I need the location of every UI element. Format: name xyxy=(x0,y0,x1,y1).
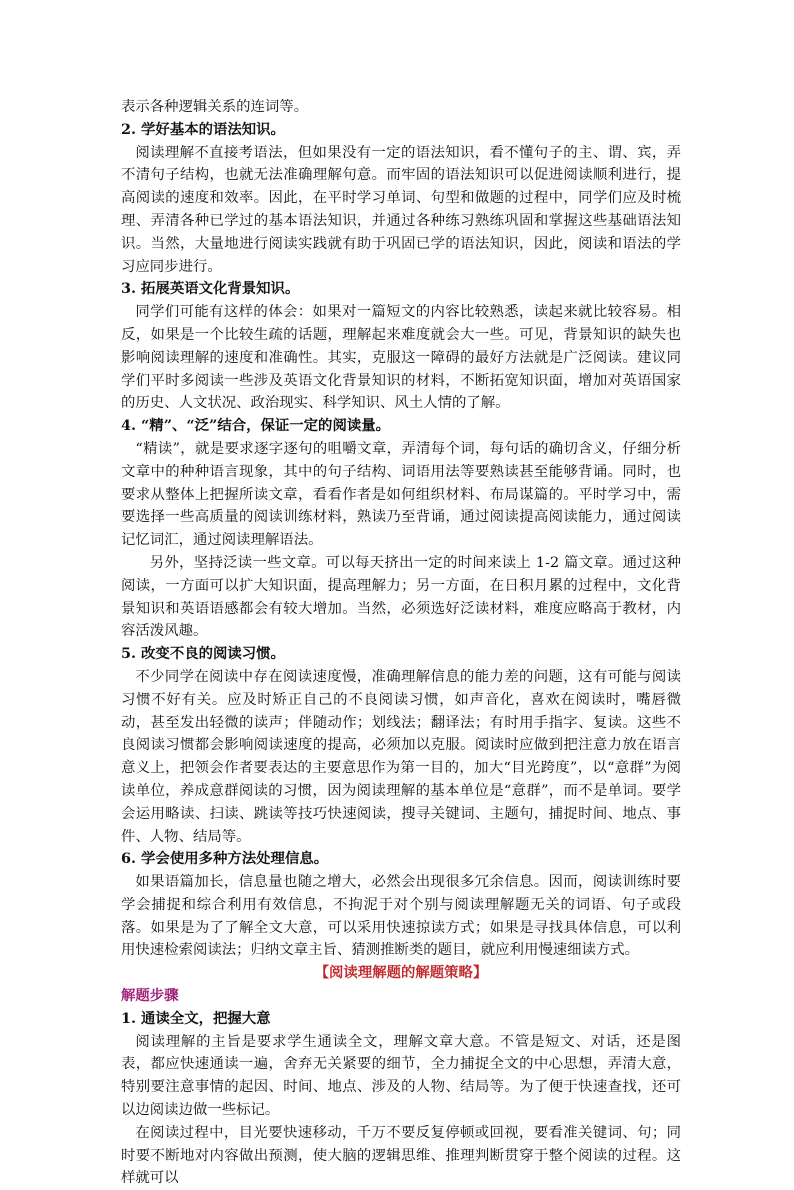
paragraph-step-1b: 在阅读过程中，目光要快速移动，千万不要反复停顿或回视，要看准关键词、句；同时要不断地对内容做出预测，使大脑的逻辑思维、推理判断贯穿于整个阅读的过程。这样就可以 xyxy=(121,1124,681,1187)
paragraph-step-1a: 阅读理解的主旨是要求学生通读全文，理解文章大意。不管是短文、对话，还是图表，都应快速通读一遍，舍弃无关紧要的细节，全力捕捉全文的中心思想，弄清大意，特别要注意事情的起因、时间、地点、涉及的人物、结局等。为了便于快速查找，还可以边阅读边做一些标记。 xyxy=(121,1033,681,1119)
document-page xyxy=(121,96,681,1190)
paragraph-intro: 表示各种逻辑关系的连词等。 xyxy=(121,99,309,115)
heading-step-1: 1. 通读全文，把握大意 xyxy=(121,1009,271,1027)
paragraph-intensive: “精读”，就是要求逐字逐句的咀嚼文章，弄清每个词，每句话的确切含义，仔细分析文章中的种种语言现象，其中的句子结构、词语用法等要熟读甚至能够背诵。同时，也要求从整体上把握所读文章，看看作者是如何组织材料、布局谋篇的。平时学习中，需要选择一些高质量的阅读训练材料，熟读乃至背诵，通过阅读提高阅读能力，通过阅读记忆词汇，通过阅读理解语法。 xyxy=(121,440,681,549)
paragraph-methods: 如果语篇加长，信息量也随之增大，必然会出现很多冗余信息。因而，阅读训练时要学会捕捉和综合利用有效信息，不拘泥于对个别与阅读理解题无关的词语、句子或段落。如果是为了了解全文大意，可以采用快速掠读方式；如果是寻找具体信息，可以利用快速检索阅读法；归纳文章主旨、猜测推断类的题目，就应利用慢速细读方式。 xyxy=(121,874,681,959)
paragraph-grammar: 阅读理解不直接考语法，但如果没有一定的语法知识，看不懂句子的主、谓、宾，弄不清句子结构，也就无法准确理解句意。而牢固的语法知识可以促进阅读顺利进行，提高阅读的速度和效率。因此，在平时学习单词、句型和做题的过程中，同学们应及时梳理、弄清各种已学过的基本语法知识，并通过各种练习熟练巩固和掌握这些基础语法知识。当然，大量地进行阅读实践就有助于巩固已学的语法知识，因此，阅读和语法的学习应同步进行。 xyxy=(121,144,681,275)
heading-methods: 6. 学会使用多种方法处理信息。 xyxy=(121,850,329,868)
heading-intensive-extensive: 4. “精”、“泛”结合，保证一定的阅读量。 xyxy=(121,417,391,435)
paragraph-culture: 同学们可能有这样的体会：如果对一篇短文的内容比较熟悉，读起来就比较容易。相反，如果是一个比较生疏的话题，理解起来难度就会大一些。可见，背景知识的缺失也影响阅读理解的速度和准确性。其实，克服这一障碍的最好方法就是广泛阅读。建议同学们平时多阅读一些涉及英语文化背景知识的材料，不断拓宽知识面，增加对英语国家的历史、人文状况、政治现实、科学知识、风土人情的了解。 xyxy=(121,304,681,412)
paragraph-extensive: 另外，坚持泛读一些文章。可以每天挤出一定的时间来读上 1-2 篇文章。通过这种阅读，一方面可以扩大知识面，提高理解力；另一方面，在日积月累的过程中，文化背景知识和英语语感都会有较大增加。当然，必须选好泛读材料，难度应略高于教材，内容活泼风趣。 xyxy=(121,554,681,640)
steps-title: 解题步骤 xyxy=(121,987,179,1005)
heading-habits: 5. 改变不良的阅读习惯。 xyxy=(121,645,285,663)
heading-culture: 3. 拓展英语文化背景知识。 xyxy=(121,280,300,298)
paragraph-habits: 不少同学在阅读中存在阅读速度慢，准确理解信息的能力差的问题，这有可能与阅读习惯不好有关。应及时矫正自己的不良阅读习惯，如声音化，喜欢在阅读时，嘴唇微动，甚至发出轻微的读声；伴随动作；划线法；翻译法；有时用手指字、复读。这些不良阅读习惯都会影响阅读速度的提高，必须加以克服。阅读时应做到把注意力放在语言意义上，把领会作者要表达的主要意思作为第一目的，加大“目光跨度”，以“意群”为阅读单位，养成意群阅读的习惯，因为阅读理解的基本单位是“意群”，而不是单词。要学会运用略读、扫读、跳读等技巧快速阅读，搜寻关键词、主题句，捕捉时间、地点、事件、人物、结局等。 xyxy=(121,668,681,845)
section-title: 【阅读理解题的解题策略】 xyxy=(314,964,488,982)
heading-grammar: 2. 学好基本的语法知识。 xyxy=(121,120,285,138)
